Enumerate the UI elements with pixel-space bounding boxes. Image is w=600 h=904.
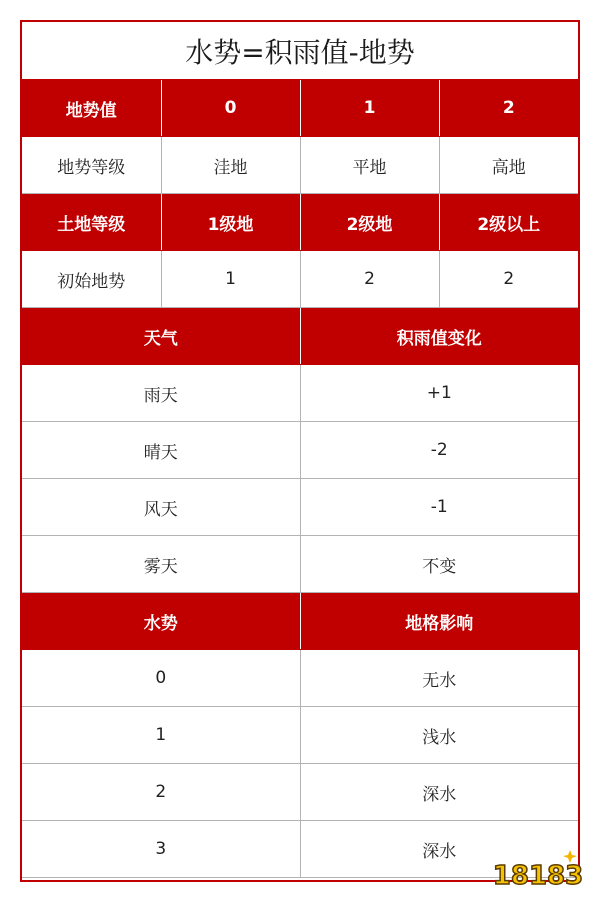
table-row [22,650,578,707]
watermark-text: 18183 [492,861,584,891]
table-cell: 雨天 [22,365,300,422]
table-cell: 深水 [300,821,578,878]
header-cell: 2级地 [300,194,439,251]
table-row [22,707,578,764]
page-title: 水势=积雨值-地势 [22,22,578,80]
initial-terrain-row [22,251,578,308]
table-row [22,422,578,479]
table-cell: 2 [439,251,578,308]
table-row [22,536,578,593]
header-cell: 0 [161,80,300,137]
header-cell: 地势值 [22,80,161,137]
terrain-value-header-row [22,80,578,137]
header-cell: 1 [300,80,439,137]
table-cell: 风天 [22,479,300,536]
water-table [22,593,578,878]
info-table-frame [20,20,580,882]
water-header-row [22,593,578,650]
header-cell: 1级地 [161,194,300,251]
table-cell: 雾天 [22,536,300,593]
header-cell: 积雨值变化 [300,308,578,365]
header-cell: 2级以上 [439,194,578,251]
table-cell: 3 [22,821,300,878]
table-cell: 高地 [439,137,578,194]
table-cell: 浅水 [300,707,578,764]
table-row [22,764,578,821]
header-cell: 水势 [22,593,300,650]
weather-table [22,308,578,593]
header-cell: 天气 [22,308,300,365]
table-cell: +1 [300,365,578,422]
weather-header-row [22,308,578,365]
title-row [22,22,578,80]
table-cell: 2 [300,251,439,308]
table-cell: 晴天 [22,422,300,479]
table-cell: 初始地势 [22,251,161,308]
table-row [22,479,578,536]
table-cell: 无水 [300,650,578,707]
table-row [22,365,578,422]
header-cell: 2 [439,80,578,137]
land-grade-header-row [22,194,578,251]
table-cell: -2 [300,422,578,479]
terrain-grade-row [22,137,578,194]
table-cell: 0 [22,650,300,707]
table-cell: 不变 [300,536,578,593]
header-cell: 地格影响 [300,593,578,650]
table-cell: 深水 [300,764,578,821]
table-cell: 1 [161,251,300,308]
terrain-table [22,22,578,308]
table-cell: -1 [300,479,578,536]
table-cell: 洼地 [161,137,300,194]
watermark-logo [490,846,586,896]
table-cell: 地势等级 [22,137,161,194]
table-cell: 平地 [300,137,439,194]
table-cell: 1 [22,707,300,764]
table-cell: 2 [22,764,300,821]
header-cell: 土地等级 [22,194,161,251]
